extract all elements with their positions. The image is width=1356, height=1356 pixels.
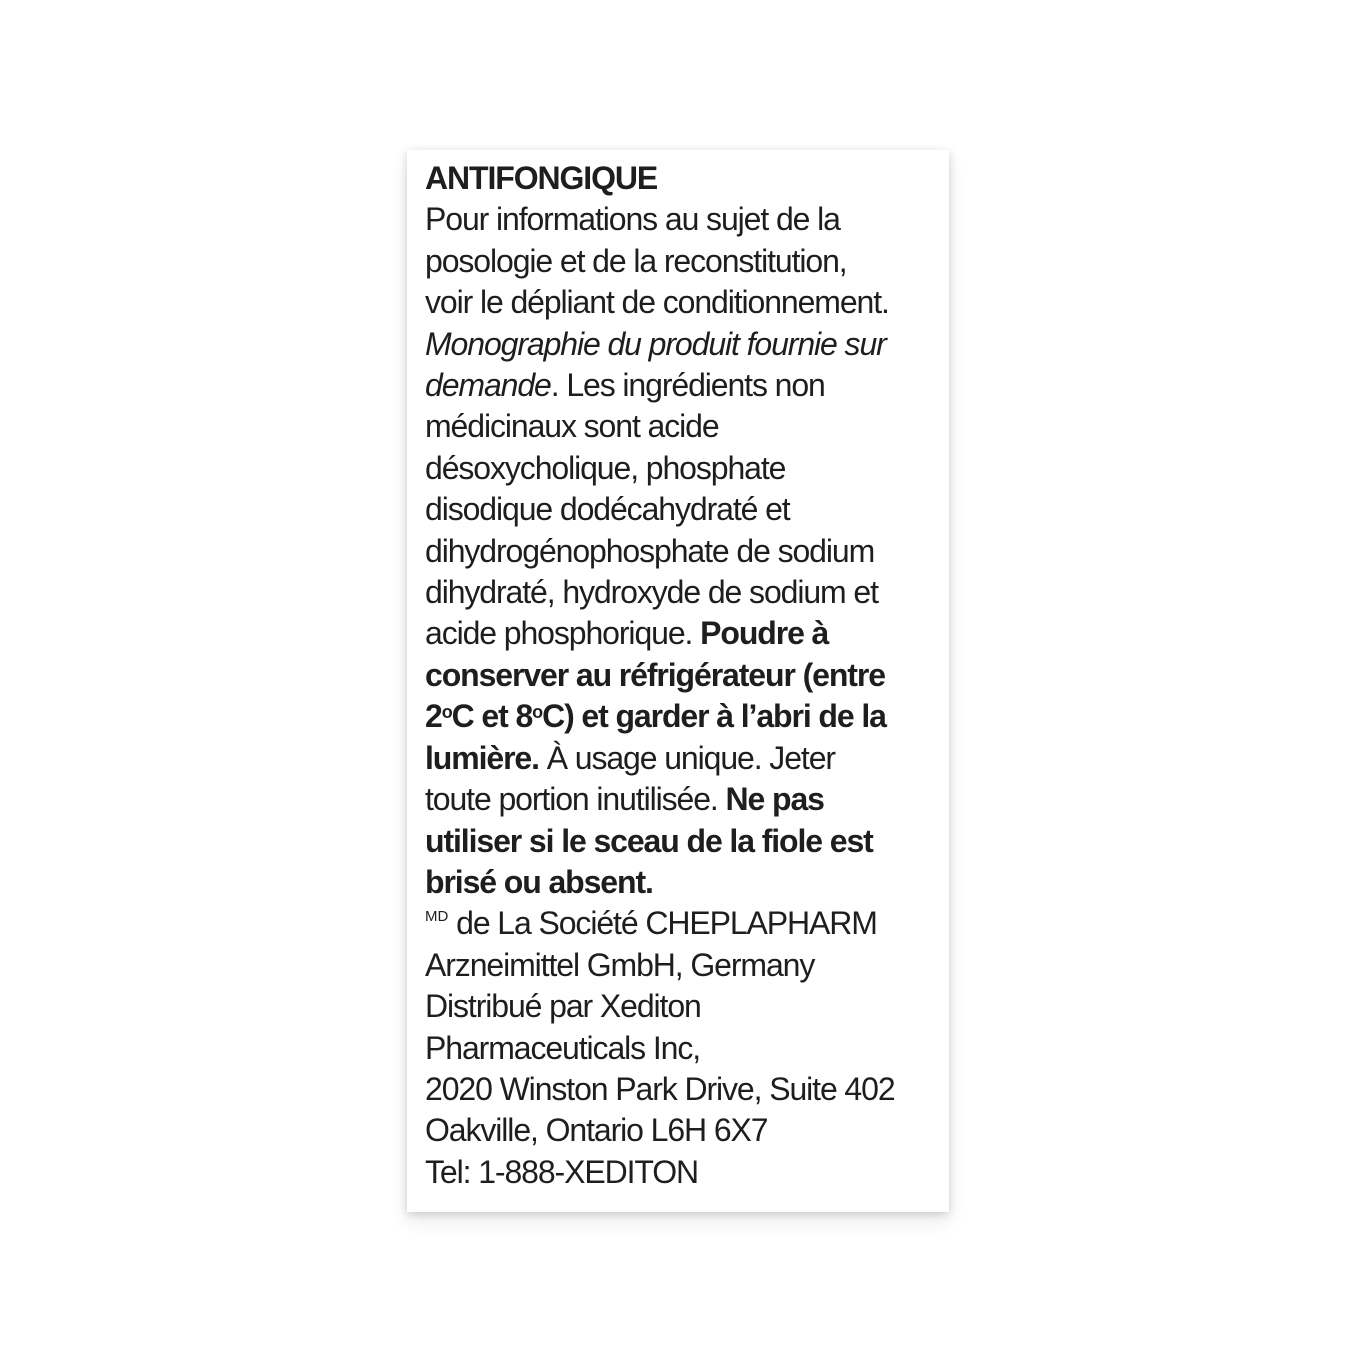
degree-symbol: o [532,702,543,723]
storage-warning-start: Poudre à [700,615,829,652]
label-line-1: Pour informations au sujet de la [425,201,840,238]
label-line-14 [425,738,940,779]
label-line-4: Monographie du produit fournie sur [425,325,886,362]
ingredients-intro: . Les ingrédients non [550,367,825,404]
discard-text: toute portion inutilisée. [425,781,726,818]
label-line-8: disodique dodécahydraté et [425,491,790,528]
label-line-13 [425,696,940,737]
label-line-6: médicinaux sont acide [425,408,719,445]
temp-range-end: C) et garder à l’abri de la [542,698,886,735]
light-warning-end: lumière. [425,739,539,776]
seal-warning-start: Ne pas [725,781,824,818]
single-use-text: À usage unique. Jeter [538,739,835,776]
label-line-20: Distribué par Xediton [425,988,701,1025]
product-label [407,150,949,1212]
label-line-24: Tel: 1-888-XEDITON [425,1153,699,1190]
temp-low-value: 2 [425,698,442,735]
label-line-12: conserver au réfrigérateur (entre [425,656,885,693]
monograph-italic: demande [425,367,551,404]
ingredient-end: acide phosphorique. [425,615,701,652]
label-text-block [425,158,940,1193]
label-line-21: Pharmaceuticals Inc, [425,1029,701,1066]
label-line-22: 2020 Winston Park Drive, Suite 402 [425,1070,895,1107]
label-line-7: désoxycholique, phosphate [425,449,786,486]
temp-range-mid: C et 8 [451,698,533,735]
label-line-3: voir le dépliant de conditionnement. [425,284,889,321]
label-line-16: utiliser si le sceau de la fiole est [425,822,873,859]
label-line-5 [425,365,940,406]
label-line-10: dihydraté, hydroxyde de sodium et [425,574,878,611]
label-line-17: brisé ou absent. [425,863,653,900]
label-line-11 [425,613,940,654]
label-line-19: Arzneimittel GmbH, Germany [425,946,815,983]
label-line-23: Oakville, Ontario L6H 6X7 [425,1112,768,1149]
label-line-9: dihydrogénophosphate de sodium [425,532,875,569]
label-line-18 [425,903,940,944]
trademark-owner: de La Société CHEPLAPHARM [448,905,877,942]
label-title: ANTIFONGIQUE [425,160,658,196]
degree-symbol: o [441,702,452,723]
trademark-md: MD [425,908,449,926]
label-line-15 [425,779,940,820]
label-line-2: posologie et de la reconstitution, [425,242,847,279]
